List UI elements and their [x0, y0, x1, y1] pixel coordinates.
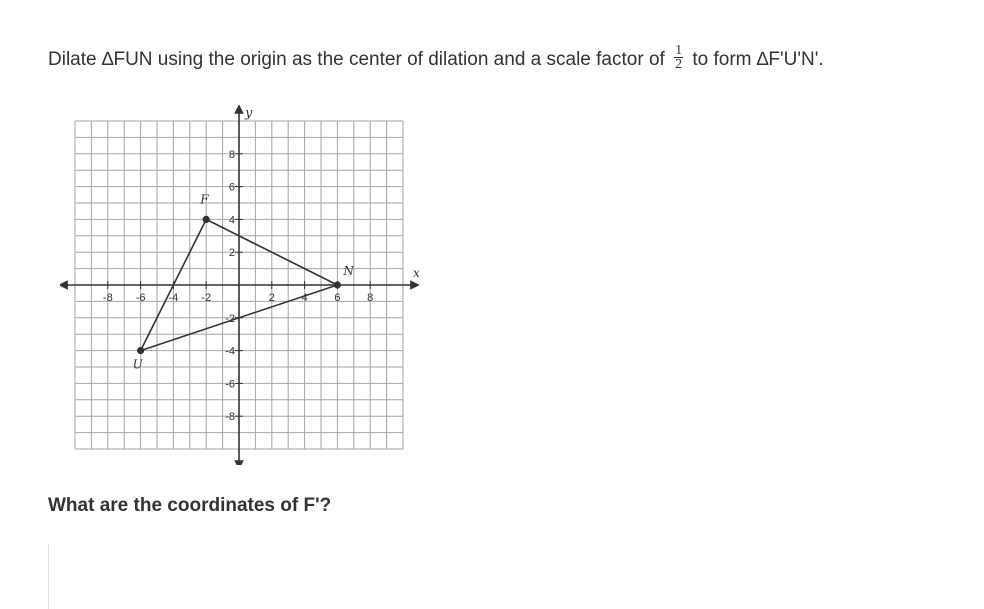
x-tick-label: 8	[367, 292, 374, 304]
sub-question: What are the coordinates of F'?	[48, 495, 332, 516]
x-axis-label: x	[413, 266, 420, 280]
y-axis-label: y	[245, 106, 253, 121]
question-suffix: to form ∆F'U'N'.	[692, 49, 824, 70]
coordinate-graph	[60, 105, 420, 465]
y-tick-label: -2	[225, 312, 235, 325]
y-tick-label: -6	[225, 378, 235, 391]
vertex-n	[334, 281, 341, 288]
scale-factor-fraction	[674, 44, 683, 71]
x-tick-label: -2	[201, 292, 212, 304]
x-tick-label: -4	[168, 292, 179, 304]
x-tick-label: -8	[102, 292, 113, 304]
y-tick-label: -4	[225, 345, 235, 358]
x-tick-label: 2	[268, 292, 275, 304]
y-tick-label: 6	[228, 181, 235, 194]
vertex-u	[137, 347, 144, 354]
y-tick-label: 2	[228, 247, 235, 260]
x-tick-label: -6	[135, 292, 146, 304]
question-prefix: Dilate ∆FUN using the origin as the center of dilation and a scale factor of	[48, 49, 665, 70]
vertex-label-n: N	[343, 264, 354, 278]
question-text	[48, 43, 824, 74]
y-tick-label: 4	[228, 214, 235, 227]
fraction-denominator: 2	[675, 57, 683, 73]
vertex-label-f: F	[200, 192, 209, 207]
x-tick-label: 6	[334, 292, 341, 304]
fraction-numerator: 1	[675, 43, 683, 59]
x-tick-label: 4	[301, 292, 308, 304]
axes	[63, 109, 415, 465]
y-tick-label: -8	[225, 411, 235, 424]
vertex-label-u: U	[132, 357, 143, 372]
y-tick-label: 8	[228, 148, 235, 161]
vertex-f	[203, 216, 210, 223]
answer-input-area[interactable]	[48, 543, 549, 609]
coordinate-plane-svg	[60, 105, 420, 465]
